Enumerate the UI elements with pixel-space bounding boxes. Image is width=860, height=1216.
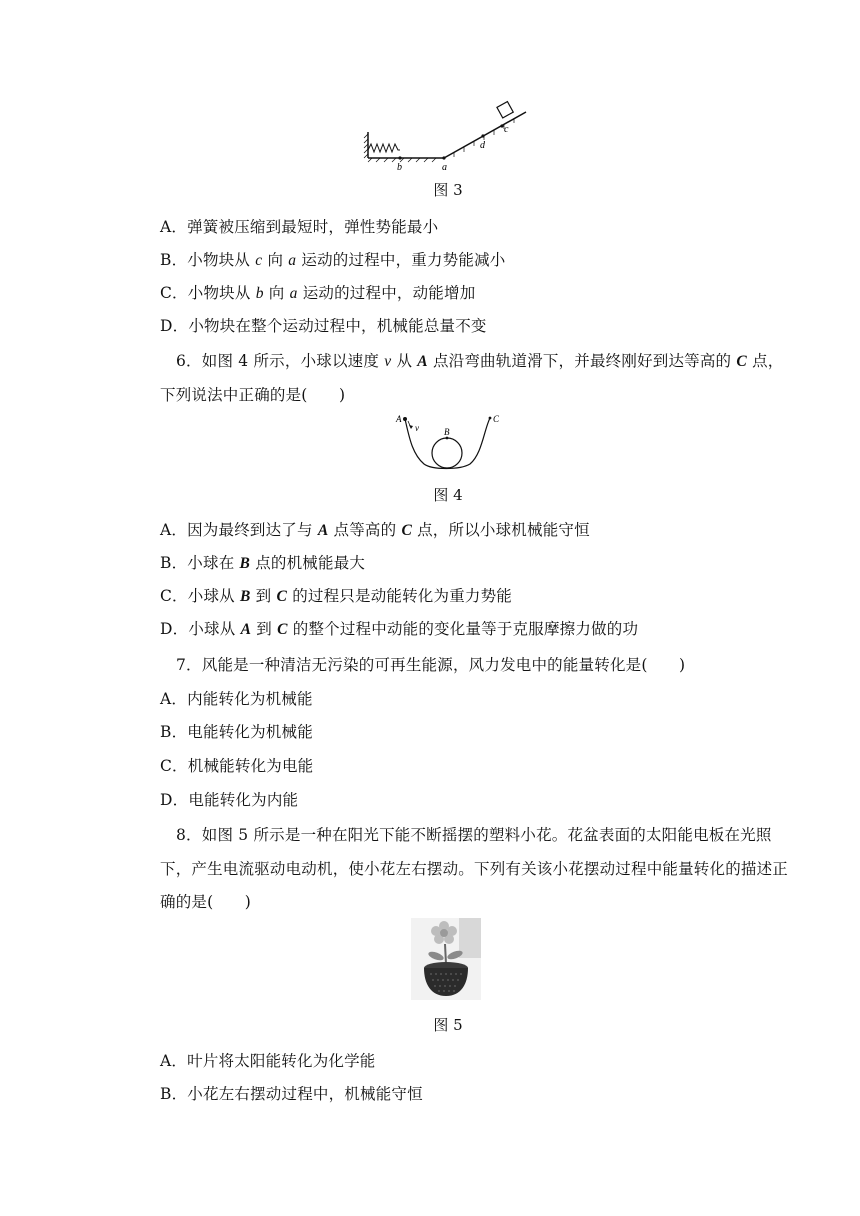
q6-stem-line-2: 下列说法中正确的是( ) — [160, 386, 346, 404]
figure-3-label-b: b — [397, 162, 402, 173]
q7-option-a: A．内能转化为机械能 — [160, 690, 313, 708]
q8-stem-line-3: 确的是( ) — [160, 893, 251, 911]
figure-4-caption: 图 4 — [433, 486, 463, 504]
figure-3-label-d: d — [480, 140, 485, 151]
q5-option-b: B．小物块从 c 向 a 运动的过程中，重力势能减小 — [160, 251, 506, 269]
figure-3-label-c: c — [504, 124, 509, 135]
q7-option-d: D．电能转化为内能 — [160, 791, 299, 809]
q6-option-c: C．小球从 B 到 C 的过程只是动能转化为重力势能 — [160, 587, 512, 605]
figure-4-label-c: C — [493, 414, 500, 424]
q8-stem-line-1: 8．如图 5 所示是一种在阳光下能不断摇摆的塑料小花。花盆表面的太阳能电板在光照 — [176, 826, 772, 844]
q7-option-b: B．电能转化为机械能 — [160, 723, 313, 741]
q6-stem-line-1: 6．如图 4 所示，小球以速度 v 从 A 点沿弯曲轨道滑下，并最终刚好到达等高的 C 点， — [176, 352, 784, 370]
q5-option-c: C．小物块从 b 向 a 运动的过程中，动能增加 — [160, 284, 476, 302]
q6-option-a: A．因为最终到达了与 A 点等高的 C 点，所以小球机械能守恒 — [160, 521, 590, 539]
figure-4-label-a: A — [396, 414, 402, 424]
q5-option-a: A．弹簧被压缩到最短时，弹性势能最小 — [160, 218, 439, 236]
q8-option-a: A．叶片将太阳能转化为化学能 — [160, 1052, 376, 1070]
q8-option-b: B．小花左右摆动过程中，机械能守恒 — [160, 1085, 423, 1103]
q7-stem: 7．风能是一种清洁无污染的可再生能源，风力发电中的能量转化是( ) — [176, 656, 686, 674]
q6-option-d: D．小球从 A 到 C 的整个过程中动能的变化量等于克服摩擦力做的功 — [160, 620, 639, 638]
figure-4-label-b: B — [444, 427, 450, 437]
q8-stem-line-2: 下，产生电流驱动电动机，使小花左右摆动。下列有关该小花摆动过程中能量转化的描述正 — [160, 860, 789, 878]
q7-option-c: C．机械能转化为电能 — [160, 757, 314, 775]
figure-4-label-v: v — [415, 423, 419, 433]
figure-5-caption: 图 5 — [433, 1016, 463, 1034]
q6-option-b: B．小球在 B 点的机械能最大 — [160, 554, 366, 572]
figure-5-flower-photo — [411, 918, 481, 1000]
q5-option-d: D．小物块在整个运动过程中，机械能总量不变 — [160, 317, 487, 335]
figure-3-label-a: a — [442, 162, 447, 173]
figure-3-spring-incline — [362, 100, 532, 174]
figure-4-curved-track — [394, 410, 504, 474]
figure-3-caption: 图 3 — [433, 181, 463, 199]
